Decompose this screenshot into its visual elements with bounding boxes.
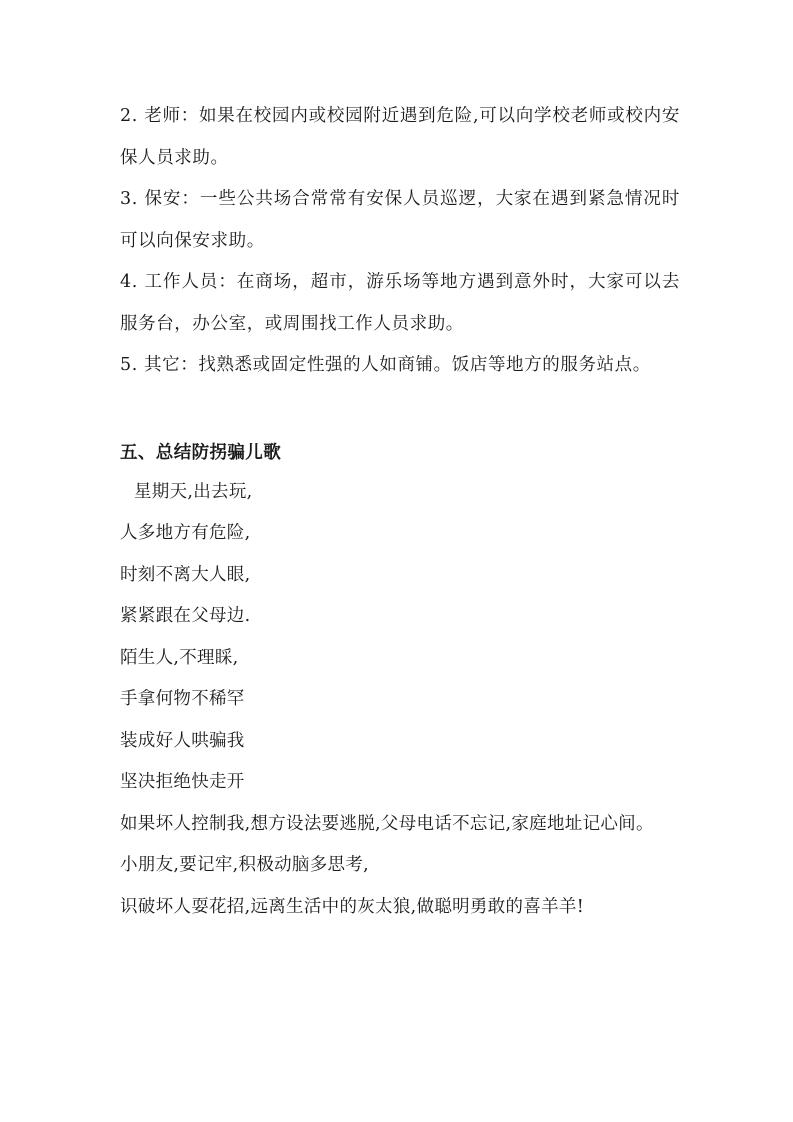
help-item-staff: 4. 工作人员：在商场，超市，游乐场等地方遇到意外时，大家可以去服务台，办公室，或周围找工作人员求助。 [120,272,680,334]
song-line: 装成好人哄骗我 [120,730,245,751]
song-line: 小朋友,要记牢,积极动脑多思考, [120,855,369,875]
song-line: 陌生人,不理睬, [120,647,239,668]
song-line: 星期天,出去玩, [134,481,253,502]
help-item-teacher: 2. 老师：如果在校园内或校园附近遇到危险,可以向学校老师或校内安保人员求助。 [120,106,680,168]
song-line: 人多地方有危险, [120,523,251,543]
anti-abduction-song [120,472,680,929]
song-line: 识破坏人耍花招,远离生活中的灰太狼,做聪明勇敢的喜羊羊! [120,896,585,917]
song-line: 手拿何物不稀罕 [120,689,245,709]
document-content [120,96,680,928]
section-heading: 五、总结防拐骗儿歌 [120,442,282,463]
song-line: 紧紧跟在父母边. [120,606,251,626]
song-line: 如果坏人控制我,想方设法要逃脱,父母电话不忘记,家庭地址记心间。 [120,813,654,834]
song-line: 时刻不离大人眼, [120,564,251,585]
song-line: 坚决拒绝快走开 [120,772,245,792]
help-item-security-guard: 3. 保安：一些公共场合常常有安保人员巡逻，大家在遇到紧急情况时可以向保安求助。 [120,189,680,251]
section-spacer [120,387,680,434]
help-item-other: 5. 其它：找熟悉或固定性强的人如商铺。饭店等地方的服务站点。 [120,355,651,375]
